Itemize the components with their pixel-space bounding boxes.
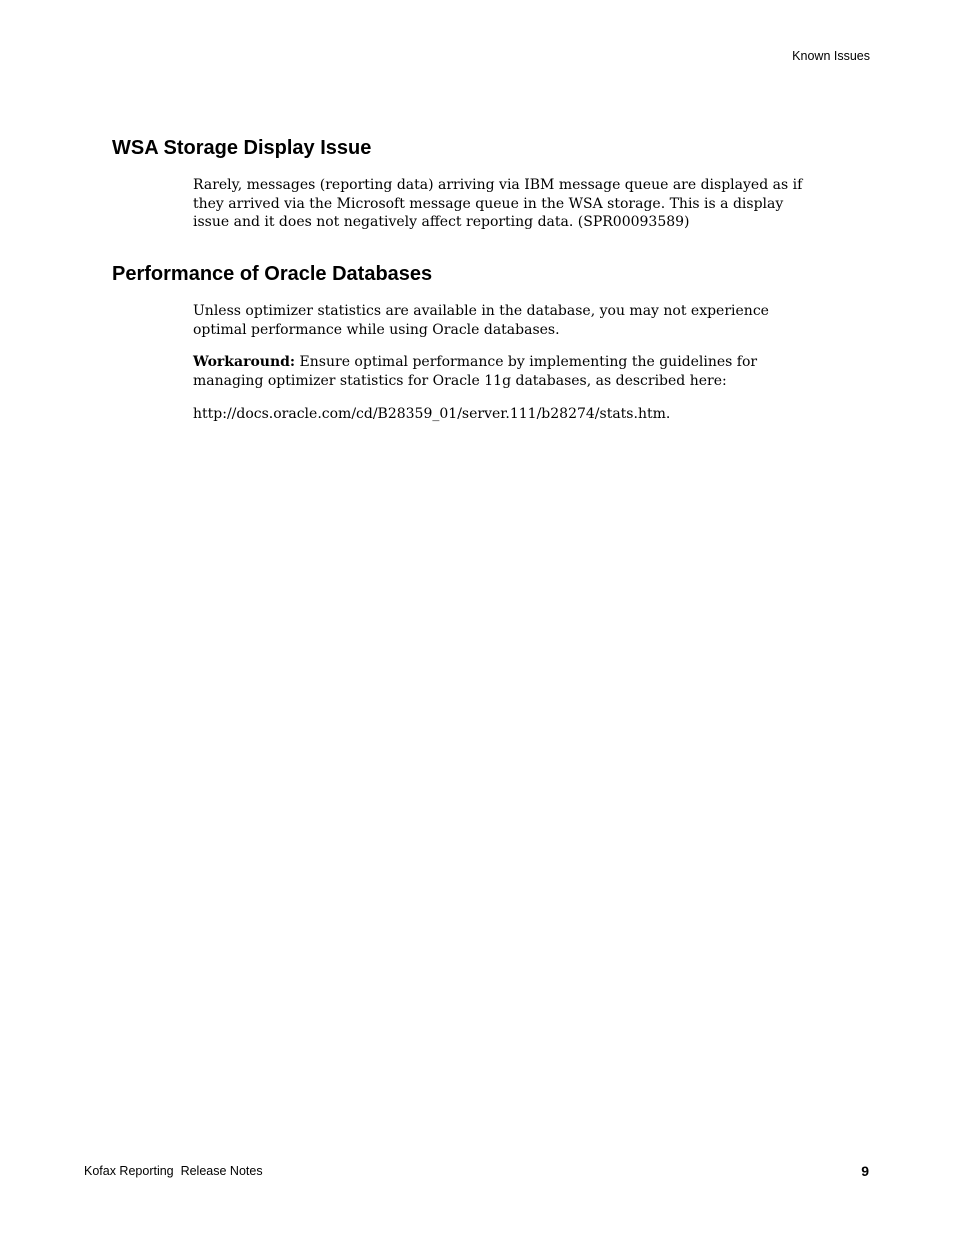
paragraph-wsa-description: Rarely, messages (reporting data) arriving via IBM message queue are displayed as if they arrived via the Microsoft message queue in the WSA storage. This is a display issue and it does not negatively affect reporting data. (SPR00093589) (193, 177, 803, 230)
footer-page-number: 9 (861, 1163, 869, 1179)
workaround-label: Workaround: (193, 354, 296, 370)
footer-document-title: Kofax Reporting Release Notes (84, 1164, 263, 1178)
running-header-section-label: Known Issues (792, 49, 870, 63)
heading-wsa-storage-display-issue: WSA Storage Display Issue (112, 137, 372, 159)
paragraph-workaround (193, 353, 823, 390)
workaround-text: Ensure optimal performance by implementing the guidelines for managing optimizer statistics for Oracle 11g databases, as described here: (193, 354, 758, 389)
heading-performance-oracle-databases: Performance of Oracle Databases (112, 263, 433, 285)
oracle-docs-url: http://docs.oracle.com/cd/B28359_01/server.111/b28274/stats.htm. (193, 406, 671, 422)
paragraph-oracle-description: Unless optimizer statistics are available in the database, you may not experience optimal performance while using Oracle databases. (193, 303, 769, 338)
